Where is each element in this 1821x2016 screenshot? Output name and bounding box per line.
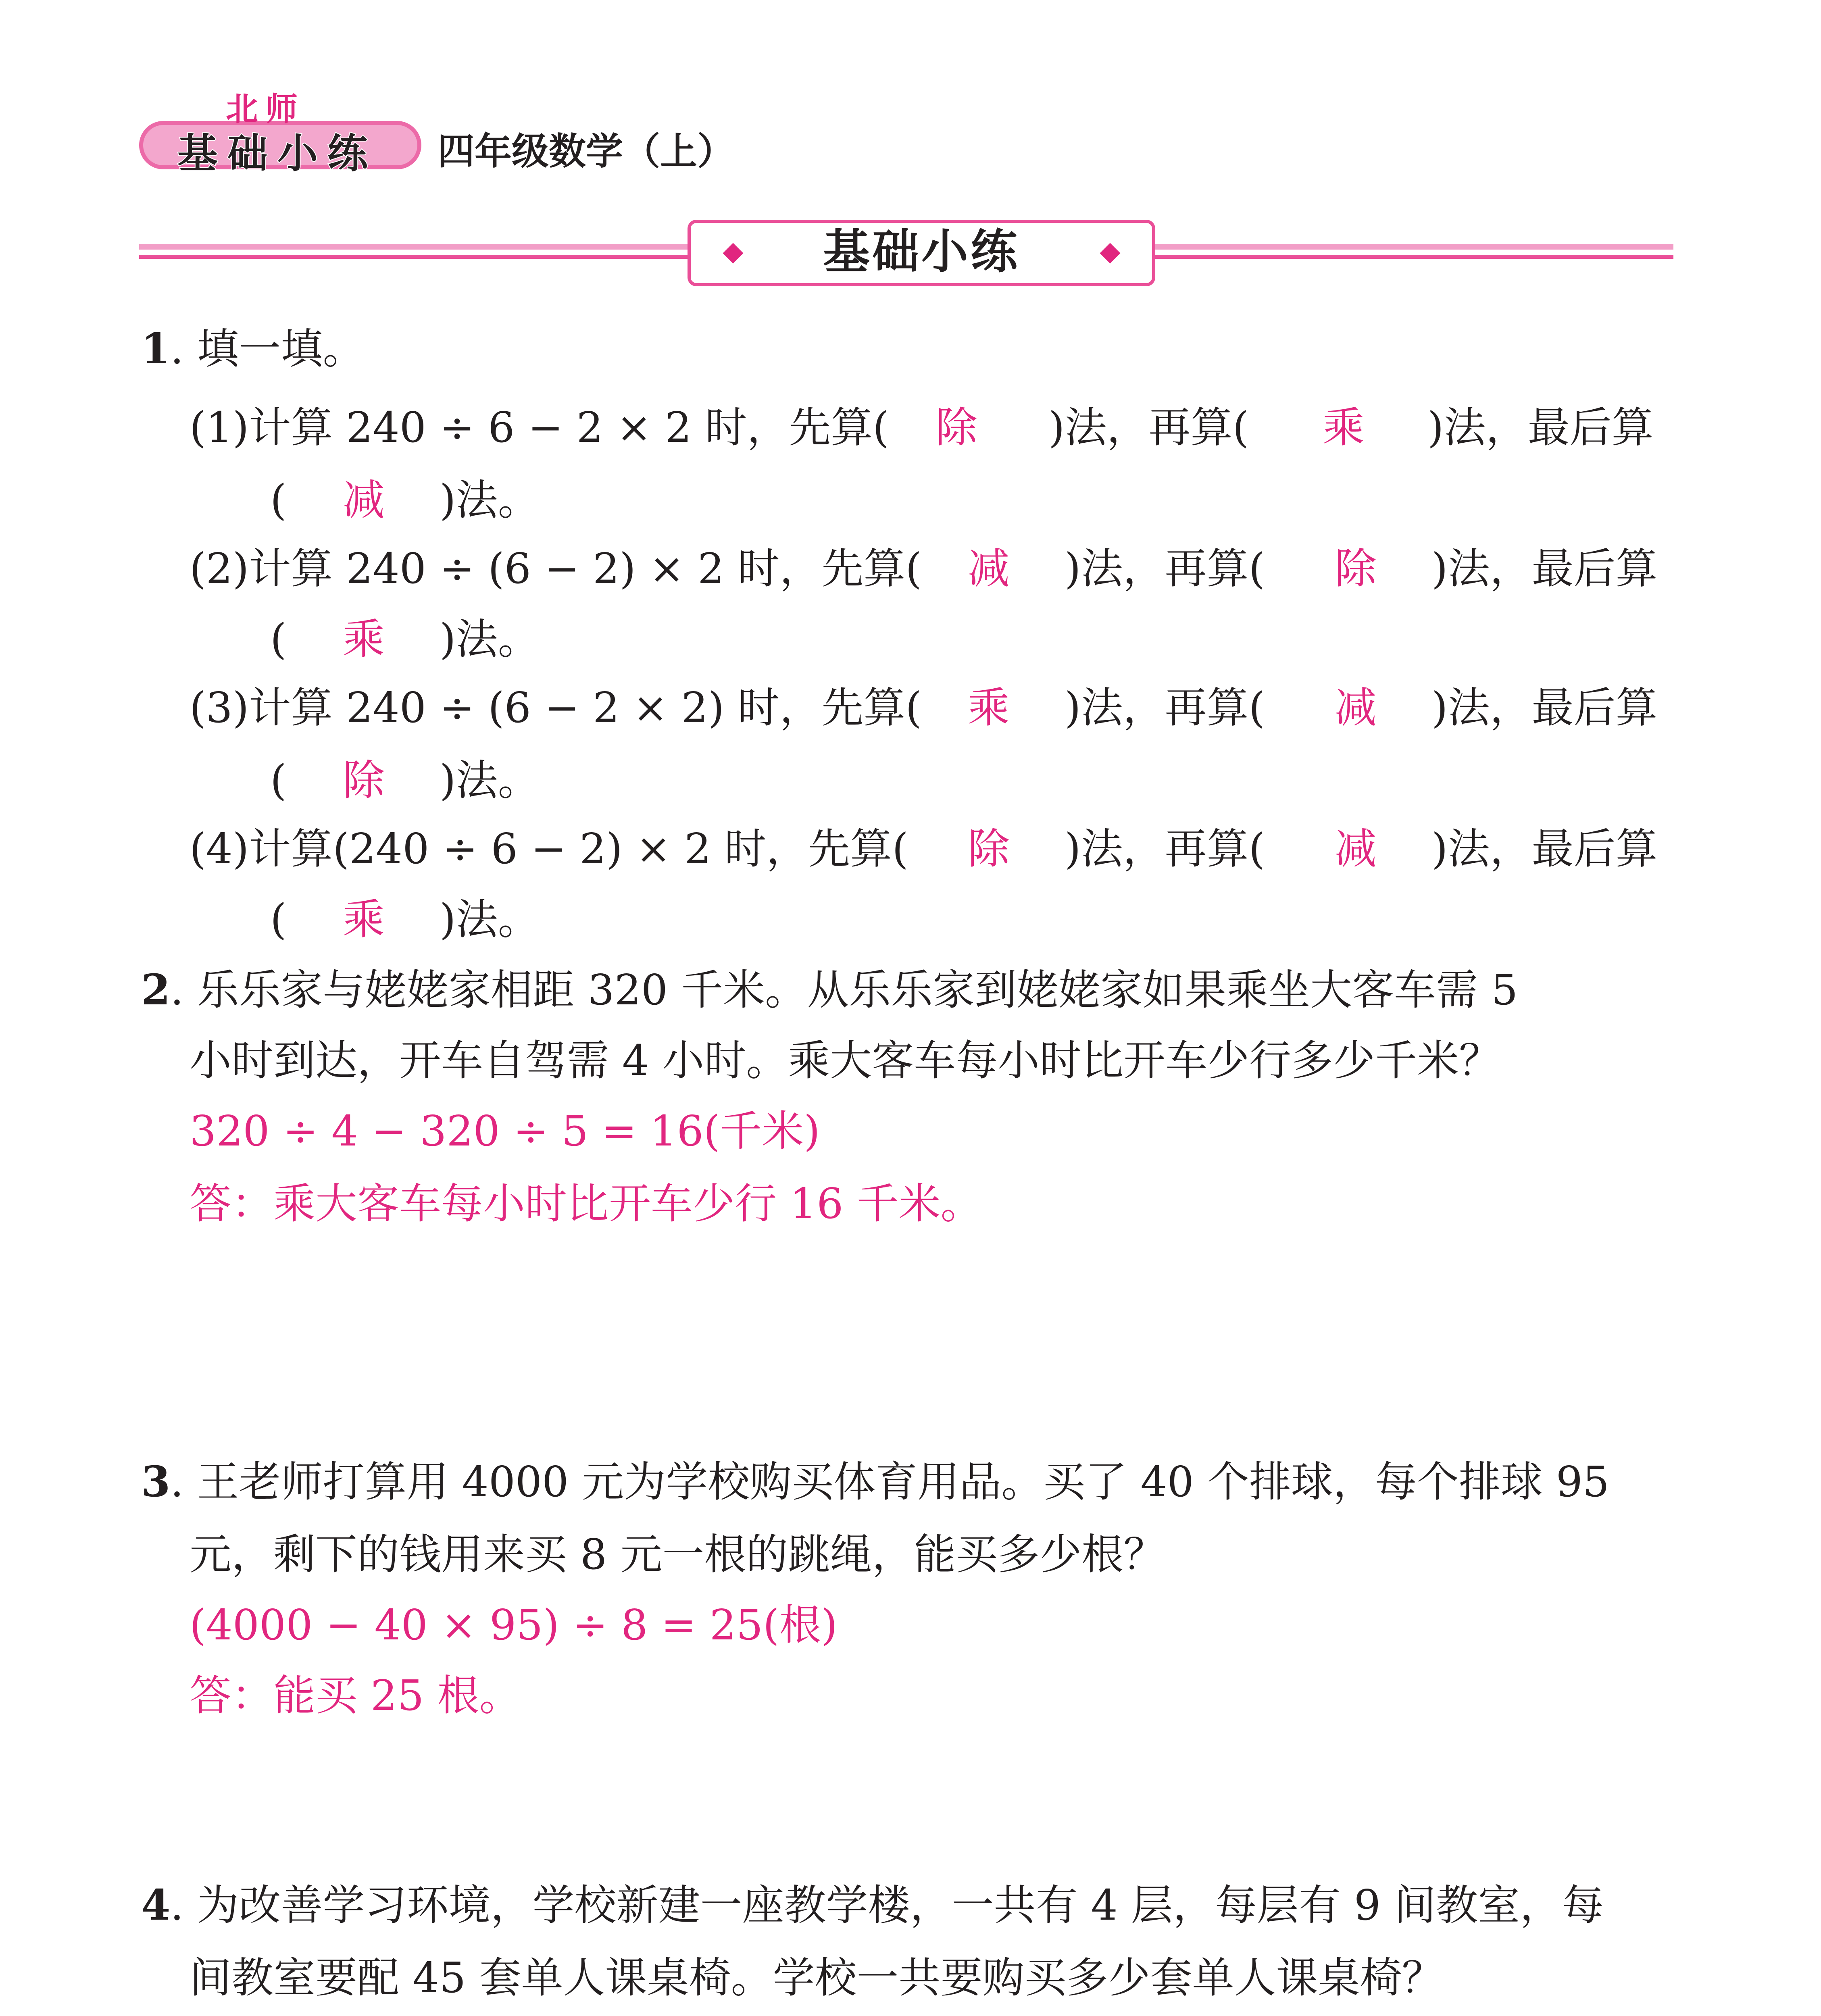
- question-1-prompt: 1. 填一填。: [141, 324, 365, 373]
- brand-main-text: 基础小练: [177, 130, 377, 177]
- q1-item-3-end: )法。: [440, 756, 540, 805]
- question-number: 2: [141, 965, 171, 1014]
- q1-item-3-mid: )法，再算(: [1065, 683, 1265, 732]
- question-number: 3: [141, 1457, 171, 1506]
- q1-item-2-mid: )法，再算(: [1065, 544, 1265, 593]
- q1-item-1-end: )法。: [440, 475, 540, 525]
- q1-item-3: (3)计算 240 ÷ (6 − 2 × 2) 时，先算(: [190, 683, 922, 732]
- q1-item-3-post: )法，最后算: [1431, 683, 1658, 732]
- q1-item-1-answer-2: 乘: [1323, 403, 1365, 452]
- question-3-answer: 答：能买 25 根。: [190, 1671, 521, 1720]
- q1-item-4-post: )法，最后算: [1431, 824, 1658, 873]
- question-4-line-1: 4. 为改善学习环境，学校新建一座教学楼，一共有 4 层，每层有 9 间教室，每: [141, 1880, 1604, 1930]
- q1-item-2-post: )法，最后算: [1431, 544, 1658, 593]
- q1-item-1-open: (: [270, 475, 287, 525]
- q1-item-4-open: (: [270, 895, 287, 944]
- title-bar-left-dark: [139, 255, 688, 259]
- q1-item-4-end: )法。: [440, 895, 540, 944]
- q1-item-2-open: (: [270, 614, 287, 664]
- grade-label: 四年级数学（上）: [438, 130, 735, 173]
- question-4-line-2: 间教室要配 45 套单人课桌椅。学校一共要购买多少套单人课桌椅？: [190, 1953, 1444, 2002]
- question-number: 4: [141, 1880, 171, 1930]
- q1-item-1-answer-3: 减: [343, 475, 385, 525]
- brand-top-text: 北师: [226, 90, 305, 128]
- q1-item-2-answer-3: 乘: [343, 614, 385, 664]
- question-3-line-1: 3. 王老师打算用 4000 元为学校购买体育用品。买了 40 个排球，每个排球 95: [141, 1457, 1610, 1506]
- q1-item-4-answer-3: 乘: [343, 895, 385, 944]
- q1-item-4: (4)计算(240 ÷ 6 − 2) × 2 时，先算(: [190, 824, 908, 873]
- title-bar-right: [1155, 244, 1673, 250]
- q1-item-2-answer-1: 减: [968, 544, 1010, 593]
- q1-item-3-answer-1: 乘: [968, 683, 1010, 732]
- question-2-solution: 320 ÷ 4 − 320 ÷ 5 = 16(千米): [190, 1106, 820, 1156]
- title-bar-right-dark: [1155, 255, 1673, 259]
- q1-item-1-answer-1: 除: [936, 403, 978, 452]
- q1-item-4-answer-2: 减: [1335, 824, 1377, 873]
- q1-item-1-post: )法，最后算: [1427, 403, 1654, 452]
- q1-item-2-answer-2: 除: [1335, 544, 1377, 593]
- question-number: 1: [141, 324, 171, 373]
- section-title: 基础小练: [823, 225, 1020, 279]
- q1-item-1-mid: )法，再算(: [1048, 403, 1249, 452]
- q1-item-3-answer-3: 除: [343, 756, 385, 805]
- q1-item-3-answer-2: 减: [1335, 683, 1377, 732]
- title-bar-left: [139, 244, 688, 250]
- q1-item-2-end: )法。: [440, 614, 540, 664]
- q1-item-3-open: (: [270, 756, 287, 805]
- question-2-line-1: 2. 乐乐家与姥姥家相距 320 千米。从乐乐家到姥姥家如果乘坐大客车需 5: [141, 965, 1518, 1014]
- question-3-solution: (4000 − 40 × 95) ÷ 8 = 25(根): [190, 1600, 838, 1649]
- q1-item-1: (1)计算 240 ÷ 6 − 2 × 2 时，先算(: [190, 403, 889, 452]
- question-2-line-2: 小时到达，开车自驾需 4 小时。乘大客车每小时比开车少行多少千米？: [190, 1036, 1501, 1085]
- q1-item-2: (2)计算 240 ÷ (6 − 2) × 2 时，先算(: [190, 544, 922, 593]
- q1-item-4-mid: )法，再算(: [1065, 824, 1265, 873]
- question-3-line-2: 元，剩下的钱用来买 8 元一根的跳绳，能买多少根？: [190, 1530, 1166, 1579]
- question-2-answer: 答：乘大客车每小时比开车少行 16 千米。: [190, 1179, 983, 1228]
- q1-item-4-answer-1: 除: [968, 824, 1010, 873]
